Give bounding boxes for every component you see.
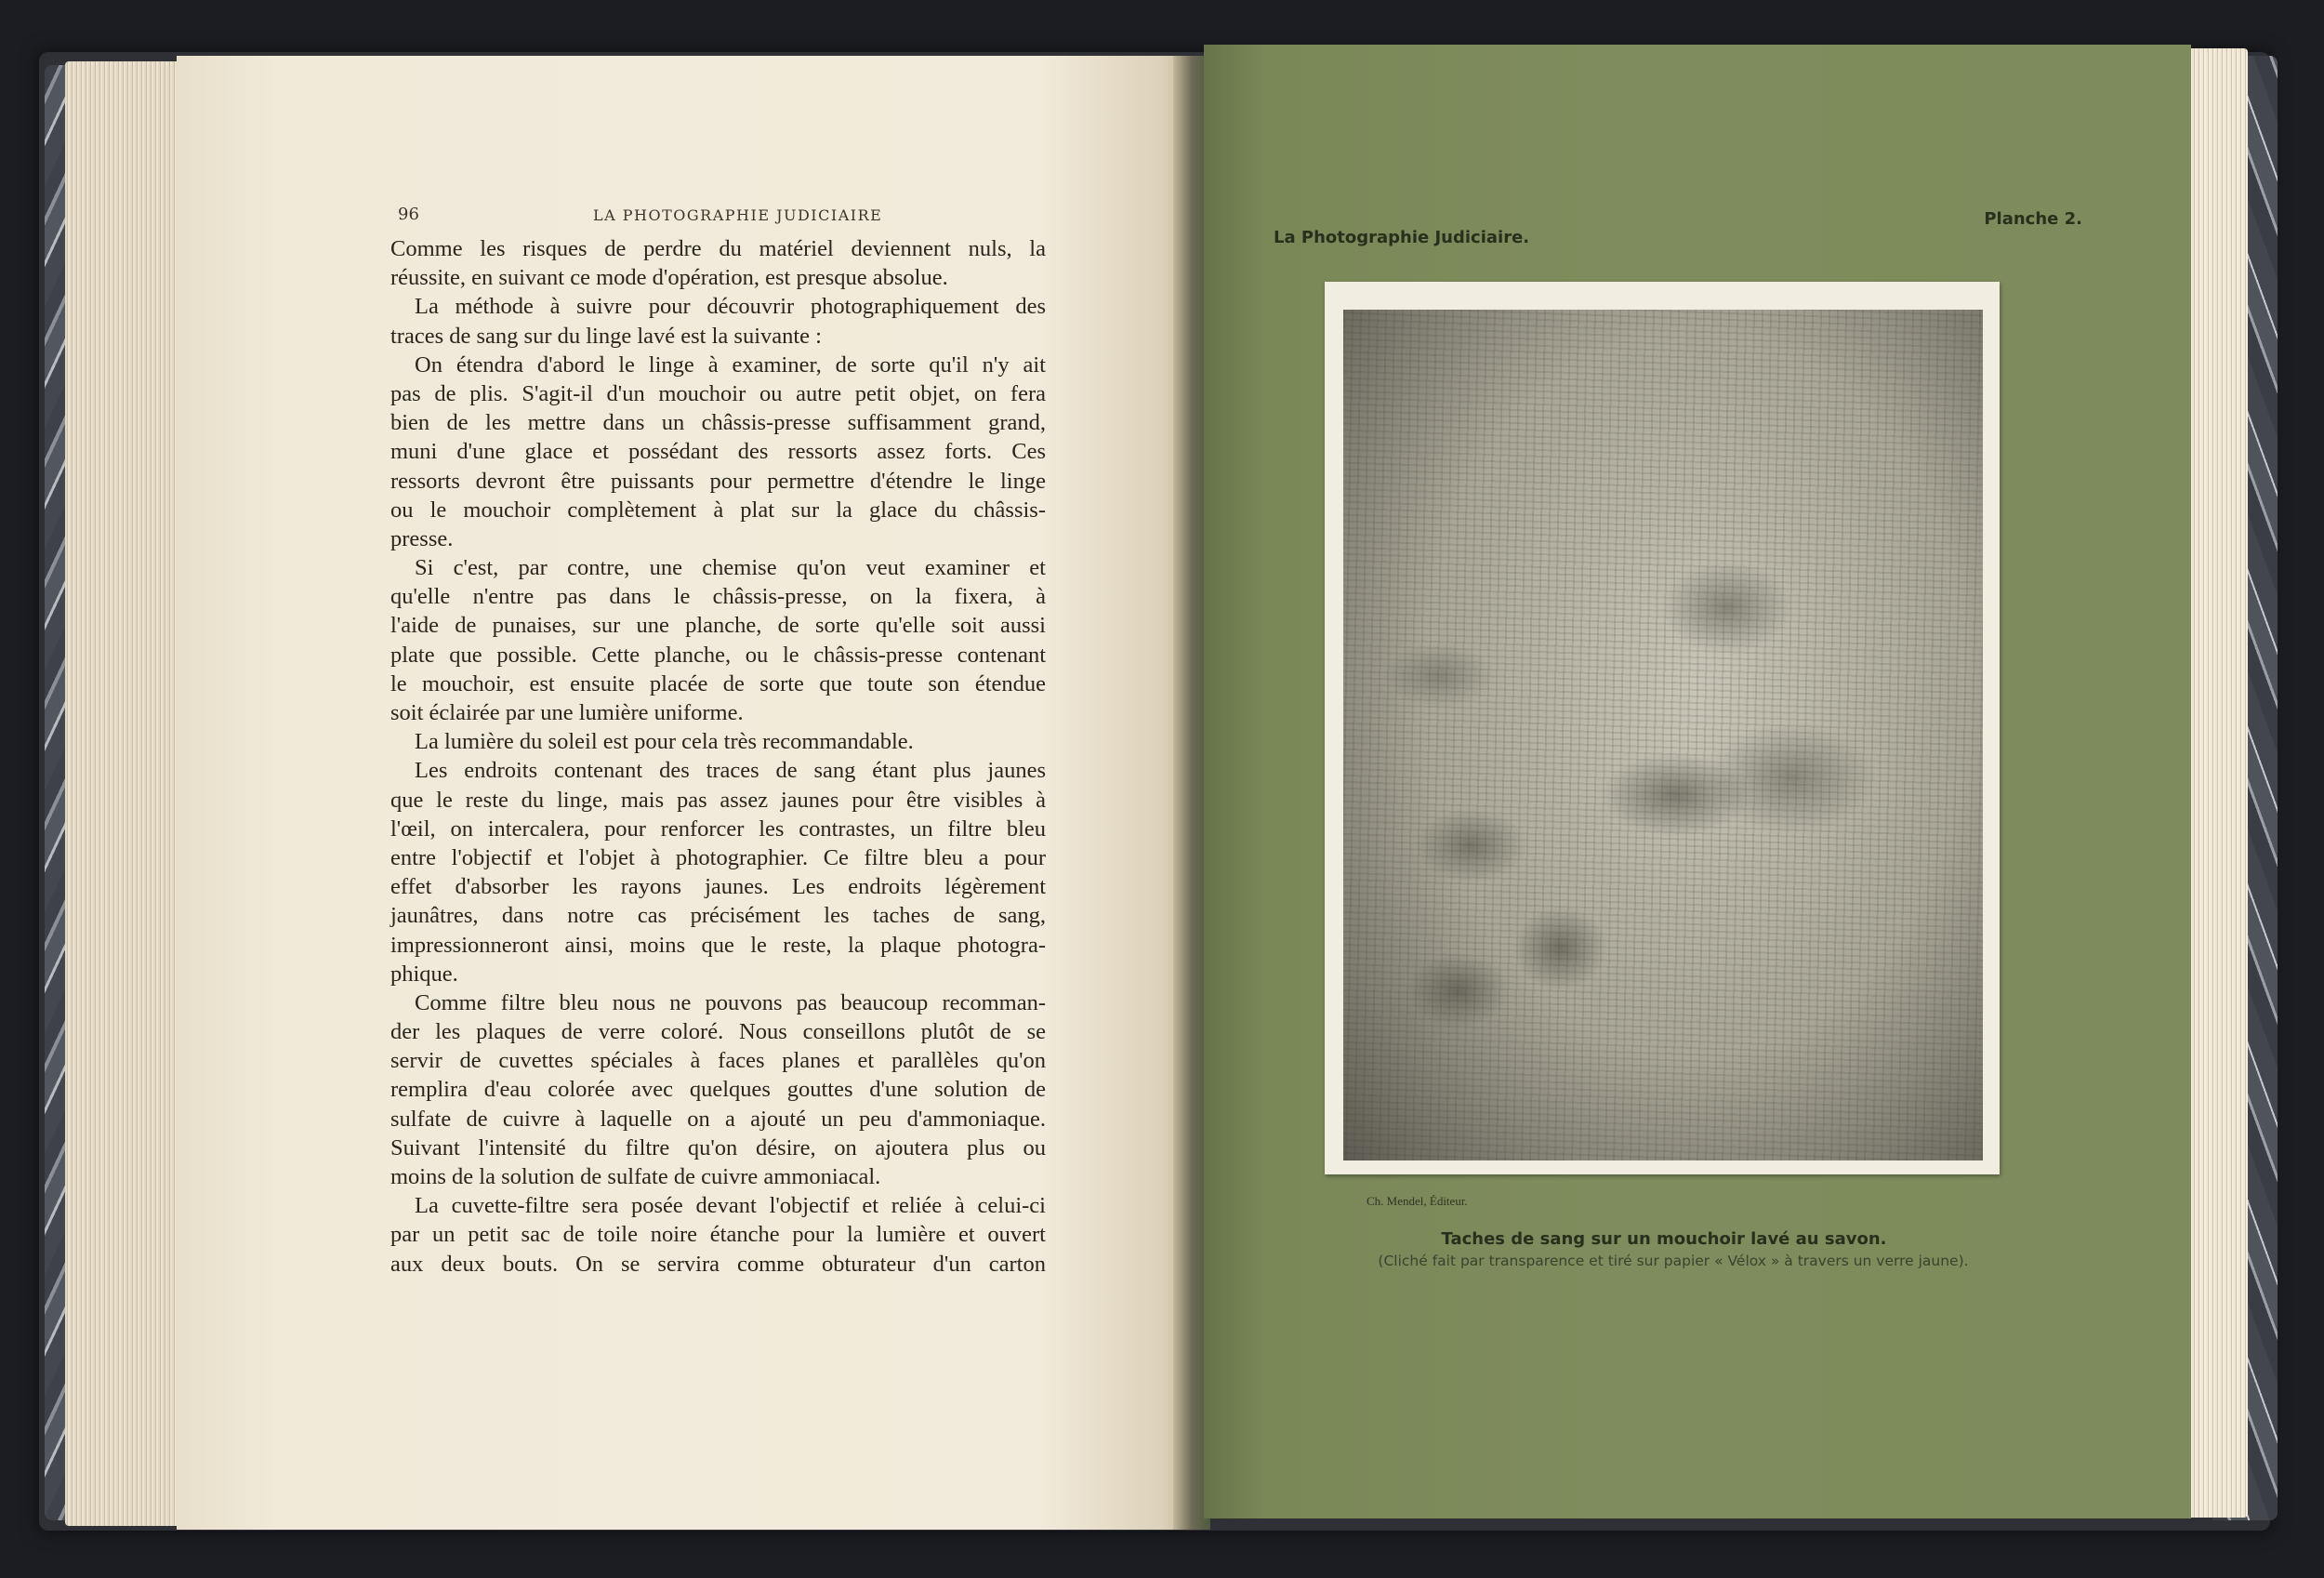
page-edges-right: [2183, 48, 2248, 1518]
text-line: entre l'objectif et l'objet à photographier. Ce filtre bleu a pour: [390, 844, 1046, 870]
text-line: moins de la solution de sulfate de cuivre ammoniacal.: [390, 1164, 881, 1189]
running-title: LA PHOTOGRAPHIE JUDICIAIRE: [593, 206, 883, 224]
body-text: [390, 234, 1046, 1279]
text-line: plate que possible. Cette planche, ou le châssis-presse contenant: [390, 642, 1046, 668]
text-line: que le reste du linge, mais pas assez jaunes pour être visibles à: [390, 787, 1046, 813]
text-line: La méthode à suivre pour découvrir photographiquement des: [415, 294, 1046, 320]
text-line: der les plaques de verre coloré. Nous conseillons plutôt de se: [390, 1019, 1046, 1045]
text-line: effet d'absorber les rayons jaunes. Les endroits légèrement: [390, 874, 1046, 900]
text-line: Si c'est, par contre, une chemise qu'on veut examiner et: [415, 555, 1046, 581]
text-line: par un petit sac de toile noire étanche pour la lumière et ouvert: [390, 1222, 1046, 1248]
publisher-credit: Ch. Mendel, Éditeur.: [1367, 1194, 1468, 1208]
text-line: qu'elle n'entre pas dans le châssis-presse, on la fixera, à: [390, 584, 1046, 610]
caption-title: Taches de sang sur un mouchoir lavé au savon.: [1441, 1229, 1887, 1249]
plate-series-title: La Photographie Judiciaire.: [1274, 228, 1530, 247]
text-line: réussite, en suivant ce mode d'opération, est presque absolue.: [390, 265, 948, 291]
text-line: Comme filtre bleu nous ne pouvons pas beaucoup recomman-: [415, 989, 1046, 1015]
text-line: bien de les mettre dans un châssis-presse suffisamment grand,: [390, 410, 1046, 436]
text-line: traces de sang sur du linge lavé est la suivante :: [390, 323, 822, 349]
plate-number: Planche 2.: [1984, 209, 2082, 229]
text-line: aux deux bouts. On se servira comme obturateur d'un carton: [390, 1251, 1046, 1277]
text-line: La lumière du soleil est pour cela très recommandable.: [415, 729, 914, 755]
page-number: 96: [398, 205, 419, 224]
text-line: presse.: [390, 525, 454, 551]
text-line: remplira d'eau colorée avec quelques gouttes d'une solution de: [390, 1077, 1046, 1103]
text-line: jaunâtres, dans notre cas précisément les taches de sang,: [390, 903, 1046, 929]
text-line: sulfate de cuivre à laquelle on a ajouté un peu d'ammoniaque.: [390, 1106, 1046, 1132]
text-line: ou le mouchoir complètement à plat sur la glace du châssis-: [390, 497, 1046, 523]
plate-header: [1274, 209, 2082, 246]
text-line: l'œil, on intercalera, pour renforcer les contrastes, un filtre bleu: [390, 816, 1046, 842]
text-line: On étendra d'abord le linge à examiner, de sorte qu'il n'y ait: [415, 351, 1046, 378]
text-line: Les endroits contenant des traces de sang étant plus jaunes: [415, 758, 1046, 784]
text-line: Suivant l'intensité du filtre qu'on désire, on ajoutera plus ou: [390, 1134, 1046, 1160]
text-line: ressorts devront être puissants pour permettre d'étendre le linge: [390, 468, 1046, 494]
text-line: servir de cuvettes spéciales à faces planes et parallèles qu'on: [390, 1048, 1046, 1074]
text-line: phique.: [390, 961, 458, 987]
text-line: La cuvette-filtre sera posée devant l'objectif et reliée à celui-ci: [415, 1193, 1046, 1219]
caption-note: (Cliché fait par transparence et tiré sur papier « Vélox » à travers un verre jaune).: [1378, 1253, 1969, 1269]
page-edges-left: [65, 61, 177, 1526]
handkerchief-photograph: [1343, 310, 1983, 1160]
text-line: impressionneront ainsi, moins que le reste, la plaque photogra-: [390, 932, 1046, 958]
text-line: muni d'une glace et possédant des ressorts assez forts. Ces: [390, 439, 1046, 465]
text-line: Comme les risques de perdre du matériel deviennent nuls, la: [390, 236, 1046, 261]
text-line: pas de plis. S'agit-il d'un mouchoir ou autre petit objet, on fera: [390, 380, 1046, 406]
text-line: l'aide de punaises, sur une planche, de sorte qu'elle soit aussi: [390, 613, 1046, 639]
running-head: [398, 205, 1049, 232]
text-line: soit éclairée par une lumière uniforme.: [390, 700, 744, 725]
photo-mount: [1325, 282, 2000, 1174]
text-line: le mouchoir, est ensuite placée de sorte que toute son étendue: [390, 670, 1046, 696]
